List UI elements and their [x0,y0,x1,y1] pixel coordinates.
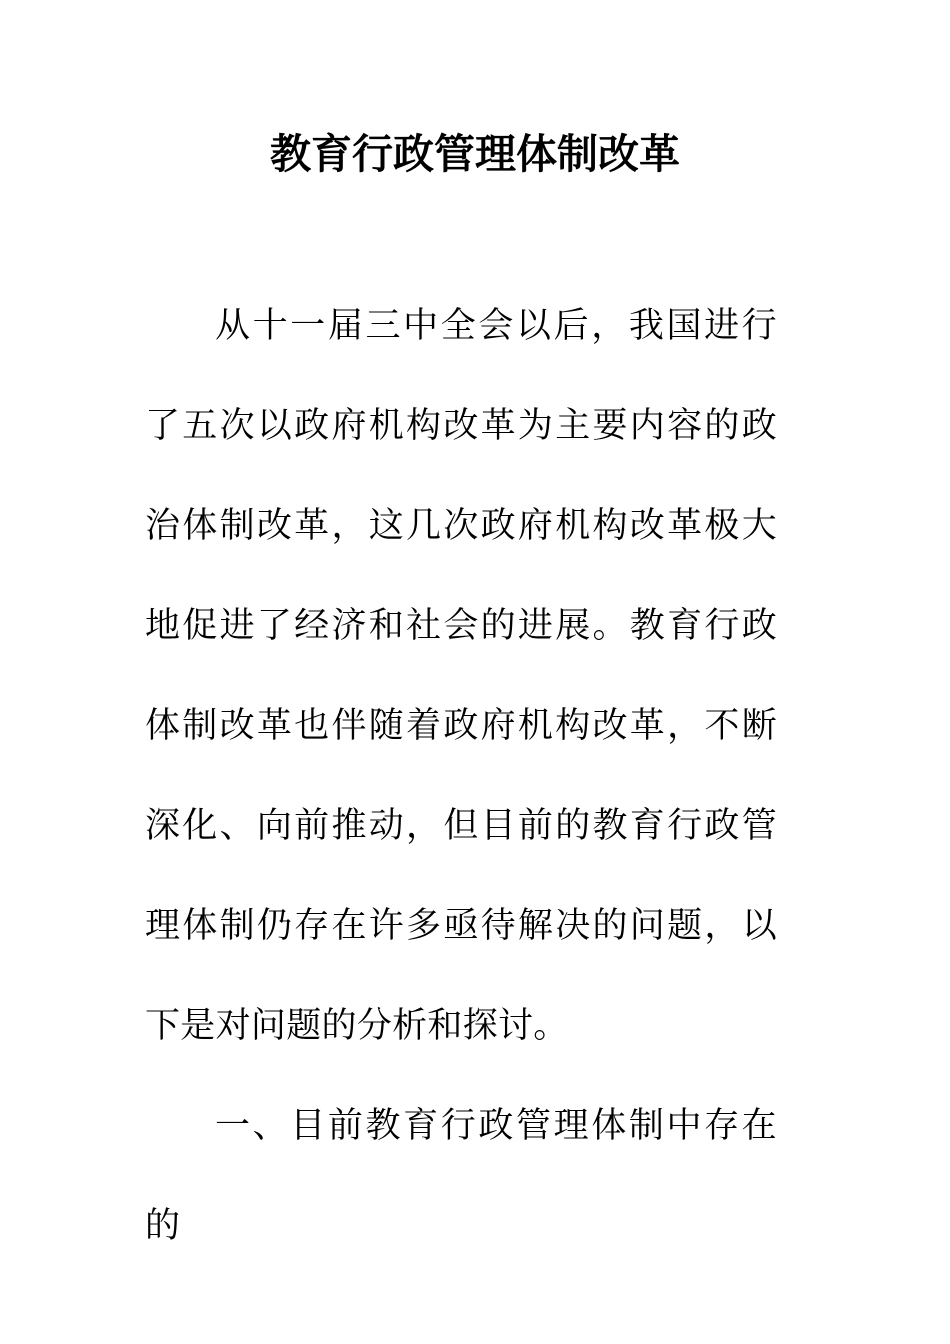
section-heading-paragraph: 一、目前教育行政管理体制中存在的 [145,1106,777,1246]
body-paragraph-intro: 从十一届三中全会以后，我国进行了五次以政府机构改革为主要内容的政治体制改革，这几次政府机构改革极大地促进了经济和社会的进展。教育行政体制改革也伴随着政府机构改革，不断深化、向前推动，但目前的教育行政管理体制仍存在许多亟待解决的问题，以下是对问题的分析和探讨。 [145,306,777,1046]
document-title: 教育行政管理体制改革 [270,130,680,178]
